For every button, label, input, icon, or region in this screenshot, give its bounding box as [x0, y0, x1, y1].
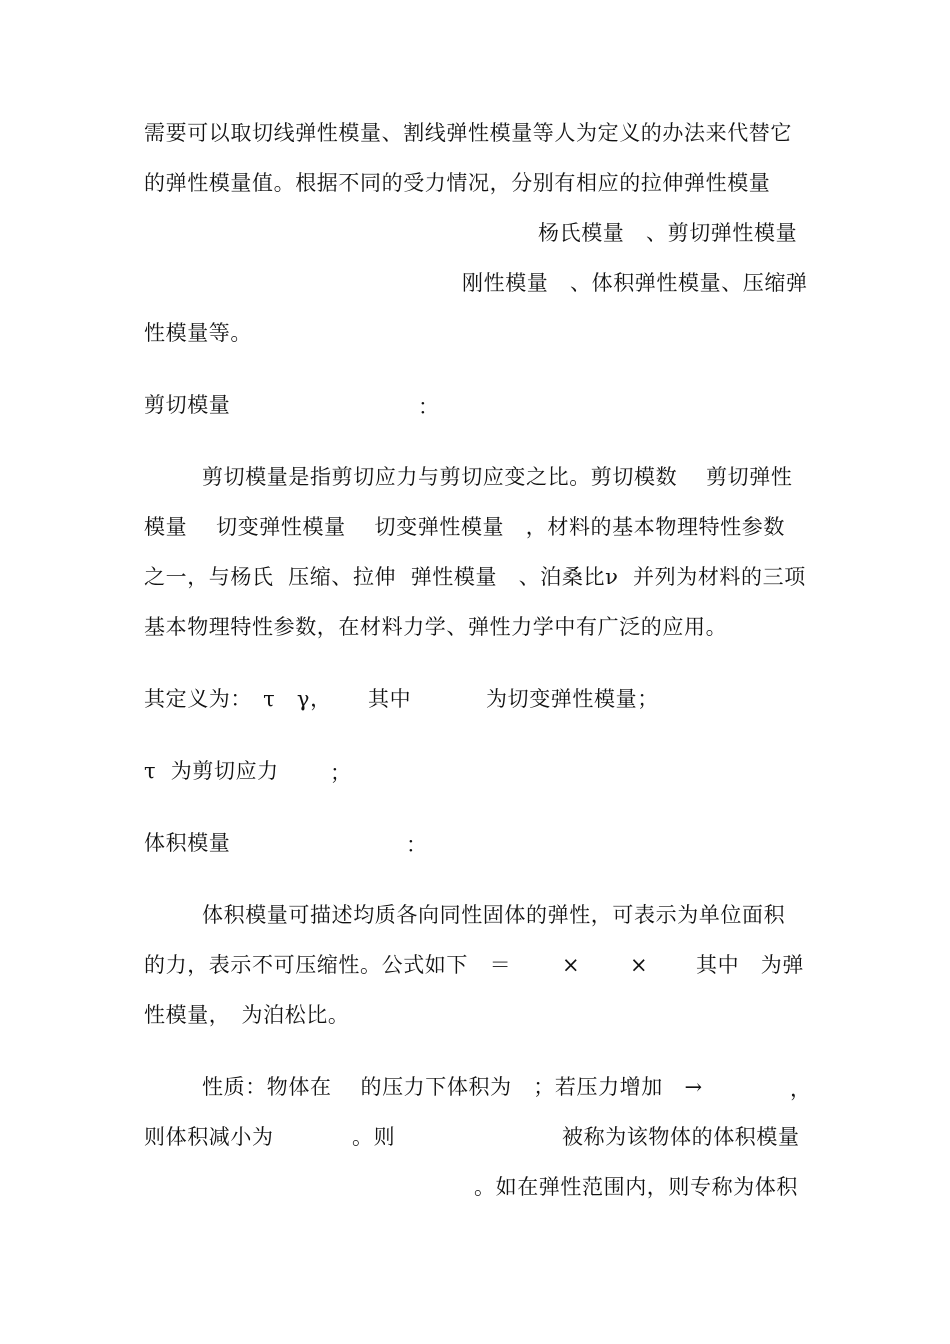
text-line: 其中 为弹 — [696, 953, 804, 977]
text-line: 性模量， 为泊松比。 — [144, 1003, 350, 1027]
text-line: 。则 — [352, 1125, 396, 1149]
text-line: τ 为剪切应力 — [144, 759, 279, 783]
text-line: 。如在弹性范围内，则专称为体积 — [474, 1175, 798, 1199]
text-line: × — [630, 953, 649, 977]
text-line: 为切变弹性模量； — [486, 687, 659, 711]
text-line: 之一，与杨氏 压缩、拉伸 弹性模量 、泊桑比ν 并列为材料的三项 — [144, 565, 806, 589]
text-line: ， — [790, 1077, 812, 1101]
text-line: 模量 切变弹性模量 切变弹性模量 ，材料的基本物理特性参数 — [144, 515, 785, 539]
section-heading: 剪切模量 — [144, 393, 231, 417]
text-line: 的弹性模量值。根据不同的受力情况，分别有相应的拉伸弹性模量 — [144, 171, 771, 195]
text-line: 被称为该物体的体积模量 — [562, 1125, 800, 1149]
text-line: 体积模量可描述均质各向同性固体的弹性，可表示为单位面积 — [202, 903, 786, 927]
text-line: 剪切模量是指剪切应力与剪切应变之比。剪切模数 剪切弹性 — [202, 465, 793, 489]
text-line: 性质：物体在 的压力下体积为 ；若压力增加 → — [202, 1075, 703, 1099]
text-line: 的力，表示不可压缩性。公式如下 ＝ — [144, 953, 512, 977]
text-line: 需要可以取切线弹性模量、割线弹性模量等人为定义的办法来代替它 — [144, 121, 792, 145]
text-line: 其定义为： τ γ， — [144, 687, 332, 711]
text-line: 其中 — [368, 687, 412, 711]
text-line: 则体积减小为 — [144, 1125, 274, 1149]
text-line: 性模量等。 — [144, 321, 252, 345]
text-line: ； — [330, 761, 352, 785]
text-line: ： — [406, 833, 428, 857]
text-line: 杨氏模量 、剪切弹性模量 — [538, 221, 798, 245]
text-line: 刚性模量 、体积弹性模量、压缩弹 — [462, 271, 808, 295]
section-heading: 体积模量 — [144, 831, 231, 855]
text-line: ： — [418, 395, 440, 419]
text-line: × — [562, 953, 581, 977]
text-line: 基本物理特性参数，在材料力学、弹性力学中有广泛的应用。 — [144, 615, 728, 639]
